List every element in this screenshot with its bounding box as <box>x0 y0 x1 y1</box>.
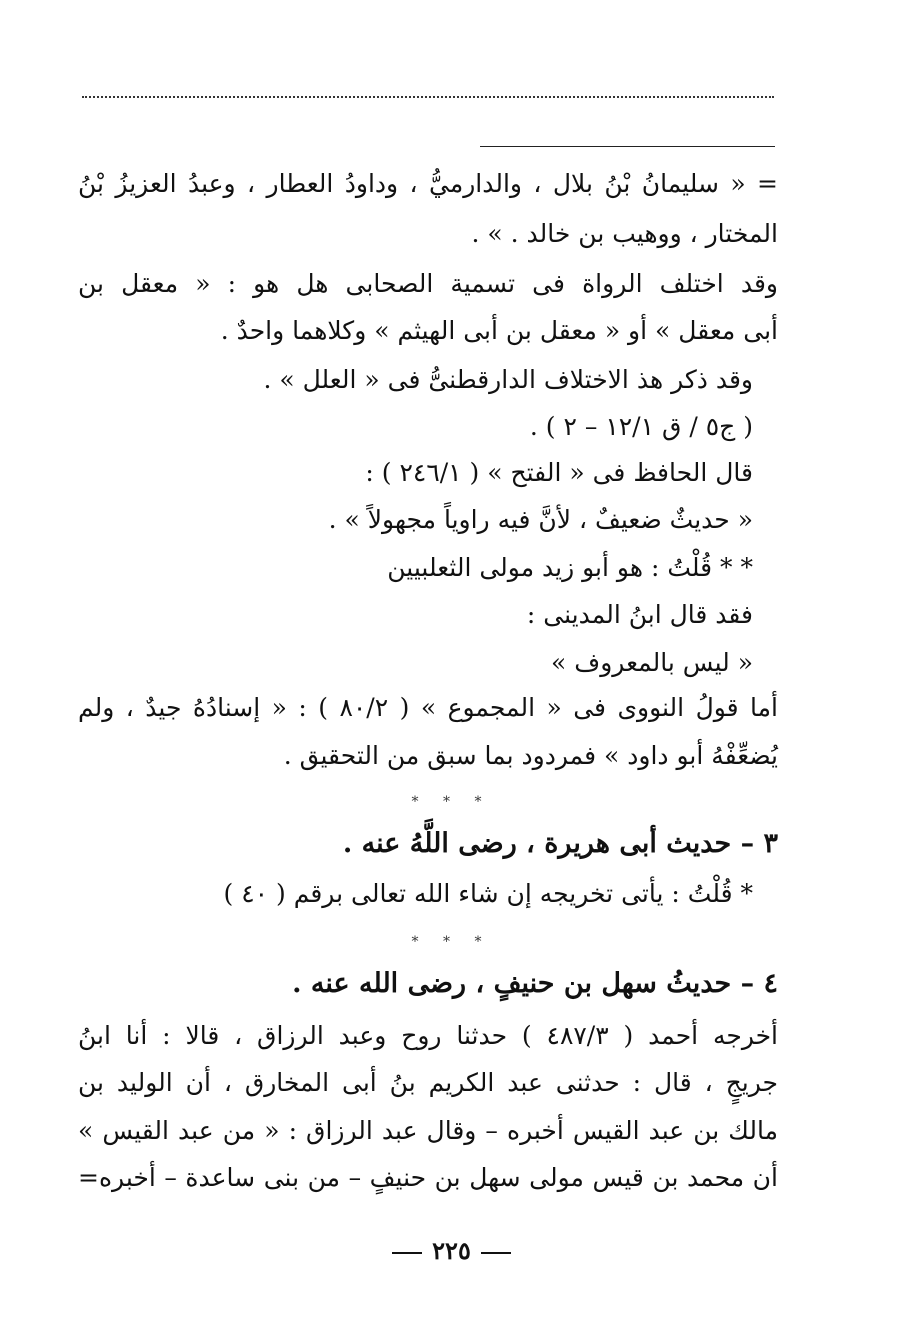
dotted-divider <box>82 96 774 98</box>
footnote-rule <box>480 146 775 147</box>
page-number-value: ٢٢٥ <box>432 1236 471 1265</box>
text-line: قال الحافظ فى « الفتح » ( ٢٤٦/١ ) : <box>365 458 753 487</box>
note-line: * * قُلْتُ : هو أبو زيد مولى الثعلبيين <box>387 553 753 582</box>
text-line: أما قولُ النووى فى « المجموع » ( ٨٠/٢ ) : « إسنادُهُ جيدٌ ، ولم <box>78 693 779 722</box>
text-line: وقد اختلف الرواة فى تسمية الصحابى هل هو : « معقل بن <box>78 269 778 298</box>
page-number-dash <box>481 1252 511 1254</box>
section-heading-3: ٣ – حديث أبى هريرة ، رضى اللَّهُ عنه . <box>342 828 778 859</box>
section-separator: * * * <box>411 934 492 950</box>
text-line: يُضعِّفْهُ أبو داود » فمردود بما سبق من التحقيق . <box>283 741 778 770</box>
note-line: * قُلْتُ : يأتى تخريجه إن شاء الله تعالى برقم ( ٤٠ ) <box>223 879 753 908</box>
page-number-dash <box>392 1252 422 1254</box>
page-number <box>0 1236 903 1265</box>
text-line: مالك بن عبد القيس أخبره – وقال عبد الرزاق : « من عبد القيس » <box>78 1116 778 1145</box>
quote-line: « ليس بالمعروف » <box>551 648 753 677</box>
text-line: فقد قال ابنُ المدينى : <box>526 600 753 629</box>
text-line: المختار ، ووهيب بن خالد . » . <box>471 219 778 248</box>
text-line: أبى معقل » أو « معقل بن أبى الهيثم » وكلاهما واحدٌ . <box>220 316 778 345</box>
text-line: ( ج٥ / ق ١٢/١ – ٢ ) . <box>529 412 753 441</box>
text-line: وقد ذكر هذ الاختلاف الدارقطنىُّ فى « العلل » . <box>263 365 753 394</box>
section-separator: * * * <box>411 794 492 810</box>
text-line: جريجٍ ، قال : حدثنى عبد الكريم بنُ أبى المخارق ، أن الوليد بن <box>78 1068 778 1097</box>
quote-line: « حديثٌ ضعيفٌ ، لأنَّ فيه راوياً مجهولاً » . <box>328 505 753 534</box>
text-line: = « سليمانُ بْنُ بلال ، والدارميُّ ، وداودُ العطار ، وعبدُ العزيزُ بْنُ <box>78 169 778 198</box>
text-line: أخرجه أحمد ( ٤٨٧/٣ ) حدثنا روح وعبد الرزاق ، قالا : أنا ابنُ <box>78 1021 779 1050</box>
text-line: أن محمد بن قيس مولى سهل بن حنيفٍ – من بنى ساعدة – أخبره= <box>78 1163 778 1192</box>
section-heading-4: ٤ – حديثُ سهل بن حنيفٍ ، رضى الله عنه . <box>292 968 778 999</box>
